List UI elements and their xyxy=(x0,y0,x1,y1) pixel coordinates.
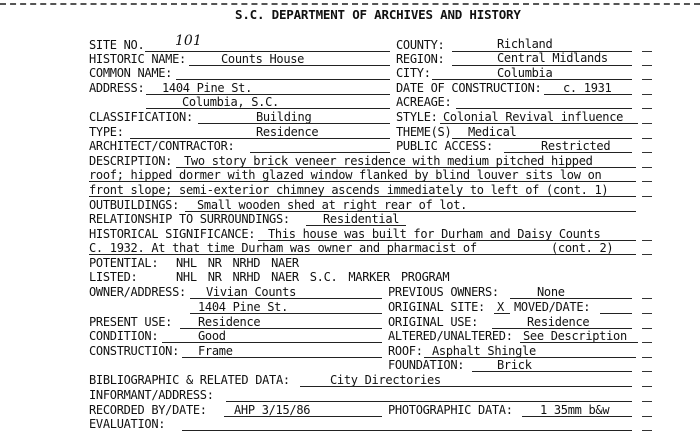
top-edge-dashes xyxy=(0,3,700,5)
margin-tick xyxy=(642,138,652,139)
photographic-value: 1 35mm b&w xyxy=(540,403,610,417)
address-value-1: 1404 Pine St. xyxy=(162,81,253,95)
original-site-line xyxy=(494,313,510,314)
present-use-value: Residence xyxy=(198,315,261,329)
acreage-label: ACREAGE: xyxy=(396,95,452,109)
margin-tick xyxy=(642,254,652,255)
evaluation-line xyxy=(182,430,632,431)
classification-label: CLASSIFICATION: xyxy=(89,110,193,124)
margin-tick xyxy=(642,79,652,80)
margin-tick xyxy=(642,357,652,358)
city-value: Columbia xyxy=(497,66,553,80)
outbuildings-label: OUTBUILDINGS: xyxy=(89,198,180,212)
margin-tick xyxy=(642,65,652,66)
foundation-line xyxy=(472,371,632,372)
photographic-label: PHOTOGRAPHIC DATA: xyxy=(388,403,513,417)
style-label: STYLE: xyxy=(396,110,438,124)
public-access-line xyxy=(504,152,632,153)
recorded-label: RECORDED BY/DATE: xyxy=(89,403,207,417)
significance-label: HISTORICAL SIGNIFICANCE: xyxy=(89,227,256,241)
roof-label: ROOF: xyxy=(388,344,423,358)
informant-label: INFORMANT/ADDRESS: xyxy=(89,388,214,402)
evaluation-label: EVALUATION: xyxy=(89,417,166,431)
owner-line-2 xyxy=(190,313,382,314)
public-access-value: Restricted xyxy=(541,139,611,153)
relationship-label: RELATIONSHIP TO SURROUNDINGS: xyxy=(89,212,290,226)
significance-cont: (cont. 2) xyxy=(551,241,614,255)
bibliographic-label: BIBLIOGRAPHIC & RELATED DATA: xyxy=(89,373,290,387)
common-name-label: COMMON NAME: xyxy=(89,66,173,80)
acreage-line xyxy=(456,108,632,109)
theme-label: THEME(S) xyxy=(396,125,452,139)
county-label: COUNTY: xyxy=(396,38,445,52)
margin-tick xyxy=(642,152,652,153)
margin-tick xyxy=(642,328,652,329)
description-rule-3 xyxy=(89,196,636,197)
moved-date-label: MOVED/DATE: xyxy=(514,300,591,314)
original-site-value: X xyxy=(497,300,504,314)
city-line xyxy=(432,79,632,80)
margin-tick xyxy=(642,371,652,372)
original-use-label: ORIGINAL USE: xyxy=(388,315,479,329)
prev-owners-label: PREVIOUS OWNERS: xyxy=(388,285,499,299)
altered-value: See Description xyxy=(523,329,627,343)
potential-label: POTENTIAL: xyxy=(89,256,159,270)
description-rule-2 xyxy=(89,181,636,182)
region-label: REGION: xyxy=(396,52,445,66)
style-value: Colonial Revival influence xyxy=(443,110,624,124)
date-construction-value: c. 1931 xyxy=(563,81,612,95)
recorded-line xyxy=(224,416,382,417)
construction-line xyxy=(182,357,382,358)
altered-label: ALTERED/UNALTERED: xyxy=(388,329,513,343)
margin-tick xyxy=(642,51,652,52)
foundation-value: Brick xyxy=(497,358,532,372)
margin-tick xyxy=(642,240,652,241)
owner-value-2: 1404 Pine St. xyxy=(198,300,289,314)
construction-label: CONSTRUCTION: xyxy=(89,344,180,358)
page-title: S.C. DEPARTMENT OF ARCHIVES AND HISTORY xyxy=(235,7,521,22)
historic-name-label: HISTORIC NAME: xyxy=(89,52,186,66)
common-name-line xyxy=(176,79,390,80)
prev-owners-value: None xyxy=(537,285,565,299)
margin-tick xyxy=(642,416,652,417)
condition-value: Good xyxy=(198,329,226,343)
date-construction-line xyxy=(544,94,632,95)
county-value: Richland xyxy=(497,37,553,51)
significance-line-2: C. 1932. At that time Durham was owner and pharmacist of xyxy=(89,241,477,255)
theme-value: Medical xyxy=(468,125,517,139)
bibliographic-value: City Directories xyxy=(330,373,441,387)
margin-tick xyxy=(642,430,652,431)
present-use-label: PRESENT USE: xyxy=(89,315,173,329)
bibliographic-line xyxy=(300,386,632,387)
type-value: Residence xyxy=(256,125,319,139)
margin-tick xyxy=(642,313,652,314)
site-no-label: SITE NO. xyxy=(89,38,145,52)
architect-line xyxy=(250,152,390,153)
margin-tick xyxy=(642,196,652,197)
type-label: TYPE: xyxy=(89,125,124,139)
margin-tick xyxy=(642,123,652,124)
condition-label: CONDITION: xyxy=(89,329,159,343)
historic-name-value: Counts House xyxy=(221,52,305,66)
address-line-2 xyxy=(146,108,390,109)
margin-tick xyxy=(642,108,652,109)
owner-line-1 xyxy=(190,298,382,299)
margin-tick xyxy=(642,298,652,299)
listed-value: NHL NR NRHD NAER S.C. MARKER PROGRAM xyxy=(176,270,450,284)
public-access-label: PUBLIC ACCESS: xyxy=(396,139,493,153)
construction-value: Frame xyxy=(198,344,233,358)
roof-value: Asphalt Shingle xyxy=(432,344,536,358)
potential-value: NHL NR NRHD NAER xyxy=(176,256,299,270)
recorded-value: AHP 3/15/86 xyxy=(234,403,311,417)
original-site-label: ORIGINAL SITE: xyxy=(388,300,485,314)
significance-line-1: This house was built for Durham and Daisy Counts xyxy=(268,227,601,241)
margin-tick xyxy=(642,181,652,182)
margin-tick xyxy=(642,401,652,402)
address-label: ADDRESS: xyxy=(89,81,145,95)
style-line xyxy=(440,123,638,124)
photographic-line xyxy=(522,416,632,417)
listed-label: LISTED: xyxy=(89,270,138,284)
informant-line xyxy=(226,401,632,402)
significance-rule-2 xyxy=(89,254,636,255)
description-line-2: roof; hipped dormer with glazed window flanked by blind louver sits low on xyxy=(89,168,602,182)
condition-line xyxy=(162,342,382,343)
city-label: CITY: xyxy=(396,66,431,80)
owner-value-1: Vivian Counts xyxy=(206,285,297,299)
relationship-value: Residential xyxy=(323,212,400,226)
relationship-line xyxy=(306,225,406,226)
address-value-2: Columbia, S.C. xyxy=(182,95,279,109)
classification-line xyxy=(198,123,390,124)
original-use-value: Residence xyxy=(527,315,590,329)
region-value: Central Midlands xyxy=(497,51,608,65)
margin-tick xyxy=(642,167,652,168)
site-no-value: 101 xyxy=(175,33,202,49)
date-construction-label: DATE OF CONSTRUCTION: xyxy=(396,81,542,95)
moved-date-line xyxy=(600,313,632,314)
foundation-label: FOUNDATION: xyxy=(388,358,465,372)
margin-tick xyxy=(642,94,652,95)
description-line-1: Two story brick veneer residence with medium pitched hipped xyxy=(184,154,593,168)
margin-tick xyxy=(642,386,652,387)
margin-tick xyxy=(642,342,652,343)
altered-line xyxy=(520,342,638,343)
prev-owners-line xyxy=(510,298,632,299)
outbuildings-value: Small wooden shed at right rear of lot. xyxy=(197,198,468,212)
classification-value: Building xyxy=(256,110,312,124)
architect-label: ARCHITECT/CONTRACTOR: xyxy=(89,139,235,153)
description-line-3: front slope; semi-exterior chimney ascends immediately to left of (cont. 1) xyxy=(89,183,609,197)
historic-name-line xyxy=(189,65,390,66)
description-label: DESCRIPTION: xyxy=(89,154,173,168)
owner-label: OWNER/ADDRESS: xyxy=(89,285,186,299)
